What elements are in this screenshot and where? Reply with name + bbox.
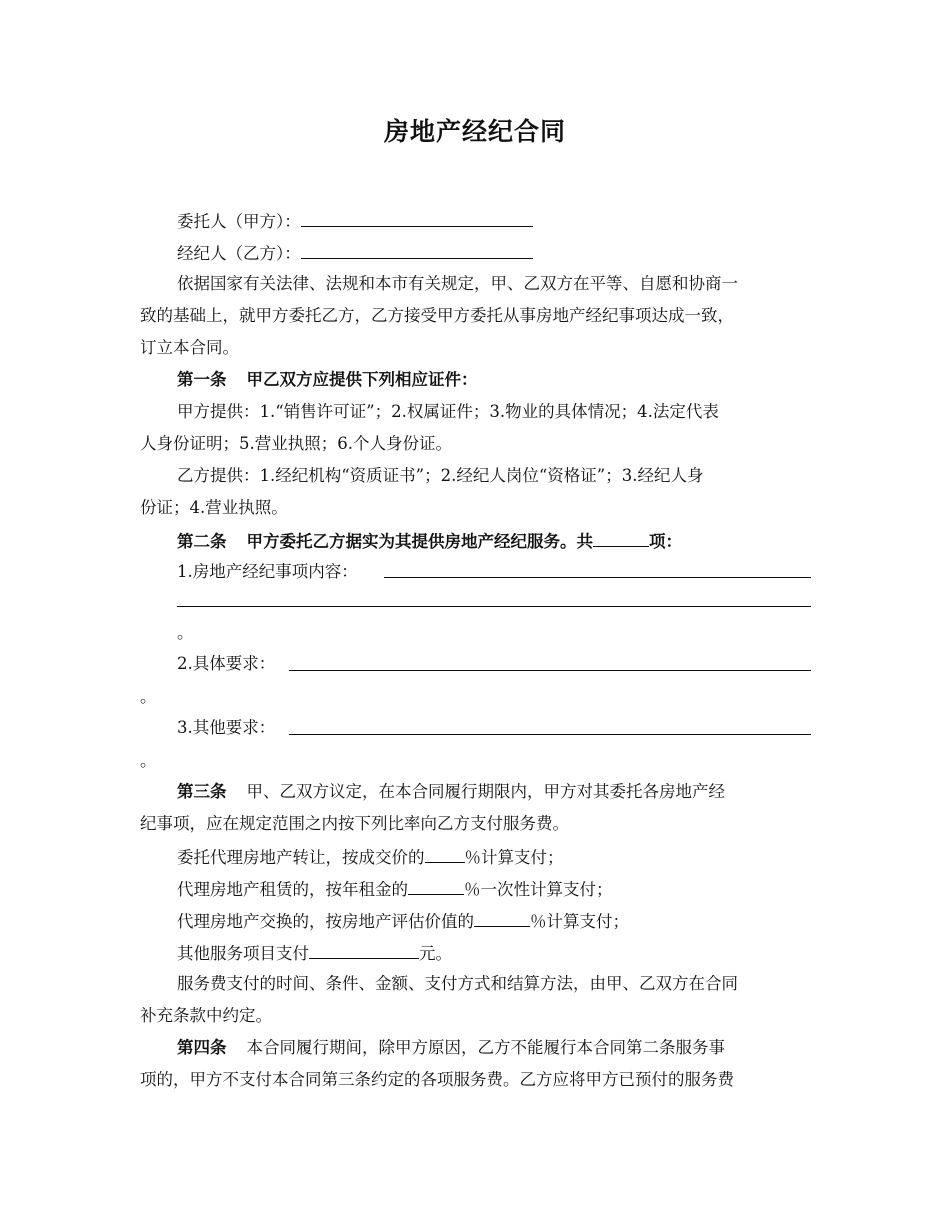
rate-lease-label: 代理房地产租赁的，按年租金的 (177, 880, 408, 899)
rate-exchange-blank[interactable] (474, 909, 530, 927)
rate-transfer-label: 委托代理房地产转让，按成交价的 (177, 848, 425, 867)
article1-party-b-line: 乙方提供：1.经纪机构“资质证书”；2.经纪人岗位“资格证”；3.经纪人身 (177, 466, 704, 485)
rate-exchange-suffix: ％计算支付； (530, 912, 629, 931)
item3-period: 。 (140, 751, 157, 770)
item1-period: 。 (177, 623, 194, 642)
article2-title-tail: 项： (649, 532, 682, 551)
agent-blank[interactable] (301, 241, 533, 259)
article4-line: 项的，甲方不支付本合同第三条约定的各项服务费。乙方应将甲方已预付的服务费 (140, 1070, 734, 1089)
rate-lease (177, 877, 613, 899)
article2-heading (177, 529, 682, 551)
item2-label: 2.具体要求： (177, 654, 276, 673)
client-field (177, 209, 533, 231)
rate-transfer-suffix: ％计算支付； (464, 848, 564, 867)
client-blank[interactable] (301, 209, 533, 227)
article1-title: 甲乙双方应提供下列相应证件： (246, 370, 478, 389)
other-fee-blank[interactable] (309, 941, 419, 959)
article3-number: 第三条 (177, 782, 227, 801)
article3-line (177, 781, 725, 803)
rate-exchange-label: 代理房地产交换的，按房地产评估价值的 (177, 912, 474, 931)
item2-blank[interactable] (289, 670, 811, 671)
article1-party-b-line: 份证；4.营业执照。 (140, 498, 288, 517)
article4-number: 第四条 (177, 1038, 227, 1057)
item1-blank[interactable] (384, 577, 811, 578)
article2-item2 (177, 653, 275, 675)
intro-line: 致的基础上，就甲方委托乙方，乙方接受甲方委托从事房地产经纪事项达成一致， (140, 306, 734, 325)
other-fee-suffix: 元。 (419, 944, 452, 963)
article2-count-blank[interactable] (593, 529, 649, 547)
article2-title: 甲方委托乙方据实为其提供房地产经纪服务。共 (246, 532, 593, 551)
intro-line: 订立本合同。 (140, 338, 239, 357)
article3-text: 甲、乙双方议定，在本合同履行期限内，甲方对其委托各房地产经 (246, 782, 725, 801)
agent-label: 经纪人（乙方）： (177, 244, 301, 263)
item1-label: 1.房地产经纪事项内容： (177, 562, 358, 581)
article3-line: 纪事项，应在规定范围之内按下列比率向乙方支付服务费。 (140, 814, 569, 833)
item3-label: 3.其他要求： (177, 718, 276, 737)
agent-field (177, 241, 533, 263)
article2-number: 第二条 (177, 532, 227, 551)
item2-period: 。 (140, 687, 157, 706)
other-fee (177, 941, 452, 963)
rate-lease-suffix: ％一次性计算支付； (464, 880, 613, 899)
payment-line: 补充条款中约定。 (140, 1006, 272, 1025)
article1-number: 第一条 (177, 370, 227, 389)
article2-item3 (177, 717, 275, 739)
article1-party-a-line: 甲方提供：1.“销售许可证”；2.权属证件；3.物业的具体情况；4.法定代表 (177, 402, 719, 421)
rate-transfer-blank[interactable] (425, 845, 465, 863)
document-title: 房地产经纪合同 (383, 117, 566, 146)
rate-exchange (177, 909, 629, 931)
article1-party-a-line: 人身份证明；5.营业执照；6.个人身份证。 (140, 434, 452, 453)
other-fee-label: 其他服务项目支付 (177, 944, 309, 963)
article1-heading (177, 369, 478, 391)
intro-line: 依据国家有关法律、法规和本市有关规定，甲、乙双方在平等、自愿和协商一 (177, 274, 738, 293)
article4-line (177, 1037, 725, 1059)
item3-blank[interactable] (289, 734, 811, 735)
article4-text: 本合同履行期间，除甲方原因，乙方不能履行本合同第二条服务事 (246, 1038, 725, 1057)
rate-lease-blank[interactable] (408, 877, 464, 895)
item1-blank-line2[interactable] (177, 606, 811, 607)
client-label: 委托人（甲方）： (177, 212, 301, 231)
rate-transfer (177, 845, 564, 867)
payment-line: 服务费支付的时间、条件、金额、支付方式和结算方法，由甲、乙双方在合同 (177, 974, 738, 993)
article2-item1 (177, 561, 358, 583)
